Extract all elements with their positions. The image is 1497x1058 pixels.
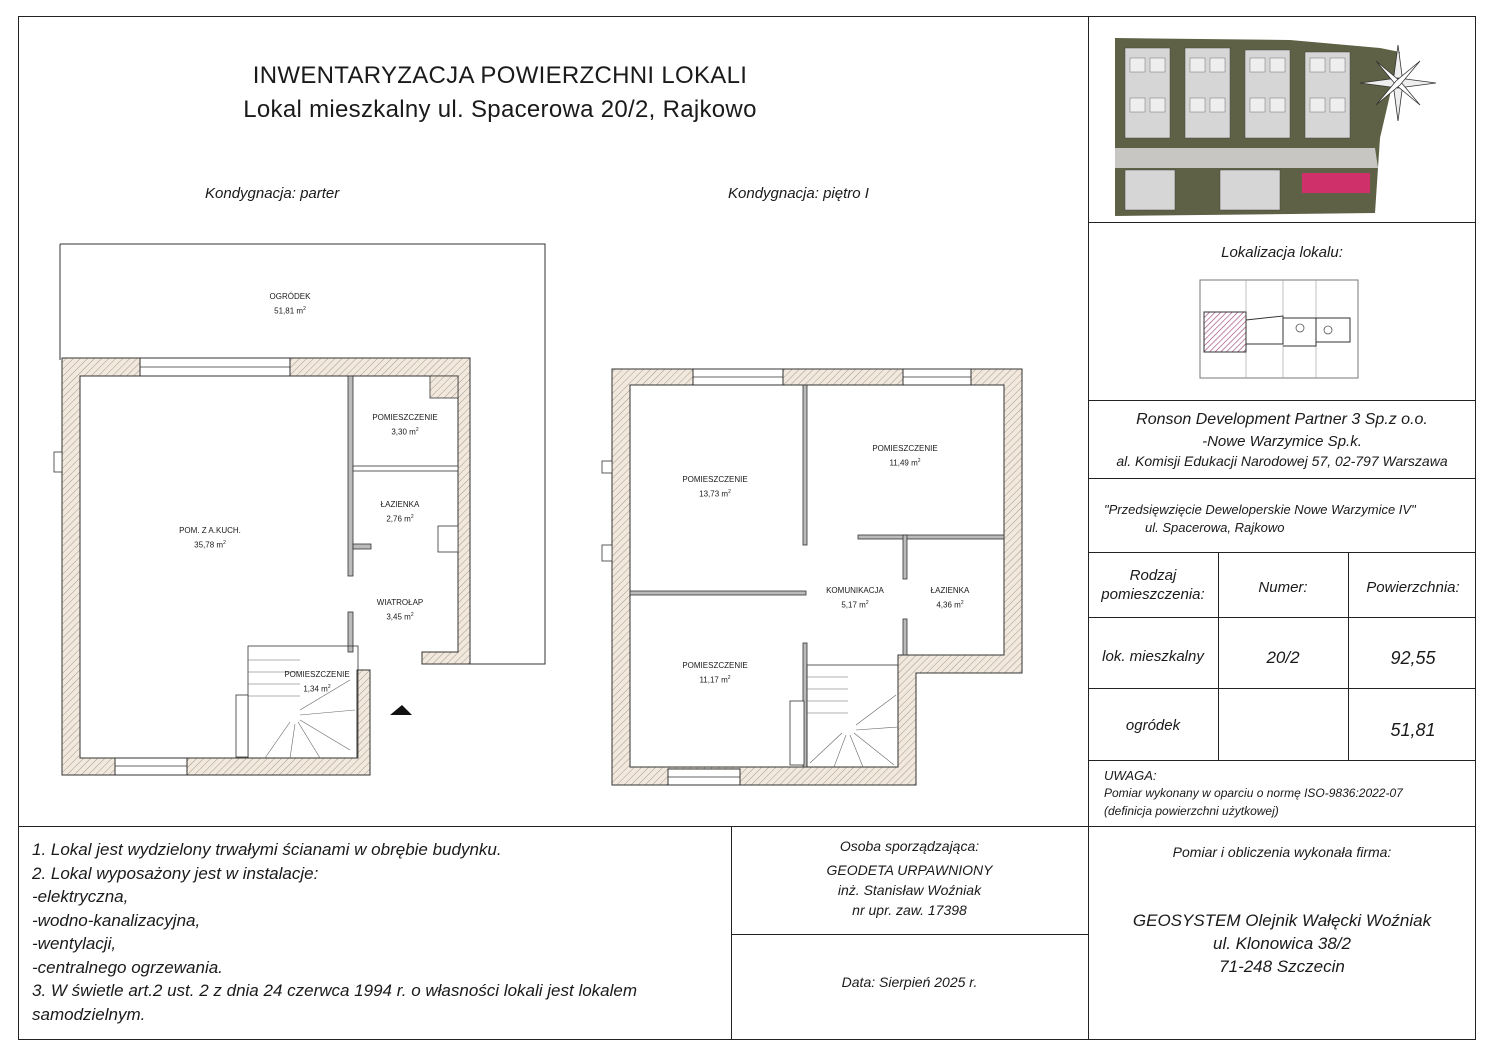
divider: [1088, 552, 1476, 553]
notes: 1. Lokal jest wydzielony trwałymi ścianami w obrębie budynku. 2. Lokal wyposażony jest w instalacje: -elektryczna, -wodno-kanalizacyjna, -wentylacji, -centralnego ogrzewania. 3. W świetle art.2 ust. 2 z dnia 24 czerwca 1994 r. o własności lokali jest lokalem samodzielnym.: [32, 840, 638, 1024]
document-title: INWENTARYZACJA POWIERZCHNI LOKALI: [252, 62, 748, 89]
firm-street: ul. Klonowica 38/2: [1213, 934, 1351, 953]
room-label: POMIESZCZENIE 11,49 $m^2$: [872, 444, 938, 468]
developer-address: al. Komisji Edukacji Narodowej 57, 02-797 Warszawa: [1116, 453, 1448, 469]
table-cell-type: ogródek: [1125, 717, 1181, 734]
divider: [731, 934, 1088, 935]
developer-company: -Nowe Warzymice Sp.k.: [1202, 433, 1362, 450]
document-subtitle: Lokal mieszkalny ul. Spacerowa 20/2, Rajkowo: [243, 96, 757, 123]
room-label: POMIESZCZENIE 11,17 $m^2$: [682, 661, 748, 685]
table-header-type: Rodzaj pomieszczenia:: [1101, 567, 1205, 603]
table-divider: [1218, 552, 1219, 760]
remark-line: (definicja powierzchni użytkowej): [1104, 804, 1279, 818]
room-label: POMIESZCZENIE 1,34 $m^2$: [284, 670, 350, 694]
room-label: POMIESZCZENIE 3,30 $m^2$: [372, 413, 438, 437]
table-cell-area: 51,81: [1390, 720, 1436, 740]
table-cell-type: lok. mieszkalny: [1102, 648, 1204, 665]
location-plan: [1198, 278, 1360, 380]
table-header-area: Powierzchnia:: [1366, 579, 1460, 596]
first-floor-plan: [598, 365, 1028, 790]
remark-line: Pomiar wykonany w oparciu o normę ISO-9836:2022-07: [1104, 786, 1403, 800]
site-map-image: [1110, 28, 1470, 218]
location-heading: Lokalizacja lokalu:: [1221, 244, 1343, 261]
divider: [1088, 478, 1476, 479]
project-name: "Przedsięwzięcie Deweloperskie Nowe Warzymice IV": [1104, 502, 1416, 517]
surveyor-name: inż. Stanisław Woźniak: [837, 882, 982, 898]
highlighted-unit: [1302, 173, 1370, 193]
surveyor-license: nr upr. zaw. 17398: [852, 902, 967, 918]
surveyor-title: GEODETA URPAWNIONY: [826, 862, 993, 878]
firm-name: GEOSYSTEM Olejnik Wałęcki Woźniak: [1132, 911, 1432, 930]
ground-floor-label: Kondygnacja: parter: [205, 185, 340, 202]
divider: [1088, 400, 1476, 401]
table-row-divider: [1088, 617, 1476, 618]
table-cell-area: 92,55: [1390, 648, 1436, 668]
table-divider: [1348, 552, 1349, 760]
room-label: WIATROŁAP 3,45 $m^2$: [376, 598, 424, 622]
ground-floor-plan: [50, 240, 550, 785]
divider: [1088, 760, 1476, 761]
room-label: POMIESZCZENIE 13,73 $m^2$: [682, 475, 748, 499]
firm-label: Pomiar i obliczenia wykonała firma:: [1172, 844, 1392, 860]
surveyor-label: Osoba sporządzająca:: [839, 838, 980, 854]
divider: [18, 826, 1476, 827]
remark-label: UWAGA:: [1104, 768, 1157, 783]
project-address: ul. Spacerowa, Rajkowo: [1145, 520, 1285, 535]
table-header-number: Numer:: [1258, 579, 1308, 596]
table-cell-number: 20/2: [1266, 648, 1300, 667]
divider: [1088, 222, 1476, 223]
room-label: OGRÓDEK 51,81 $m^2$: [269, 292, 311, 316]
room-label: ŁAZIENKA 2,76 $m^2$: [380, 500, 420, 524]
room-label: ŁAZIENKA 4,36 $m^2$: [930, 586, 970, 610]
first-floor-label: Kondygnacja: piętro I: [728, 185, 869, 202]
developer-name: Ronson Development Partner 3 Sp.z o.o.: [1136, 411, 1428, 428]
table-row-divider: [1088, 688, 1476, 689]
document-date: Data: Sierpień 2025 r.: [841, 974, 978, 990]
room-label: KOMUNIKACJA 5,17 $m^2$: [826, 586, 884, 610]
room-label: POM. Z A.KUCH. 35,78 $m^2$: [179, 526, 241, 550]
firm-city: 71-248 Szczecin: [1219, 957, 1345, 976]
